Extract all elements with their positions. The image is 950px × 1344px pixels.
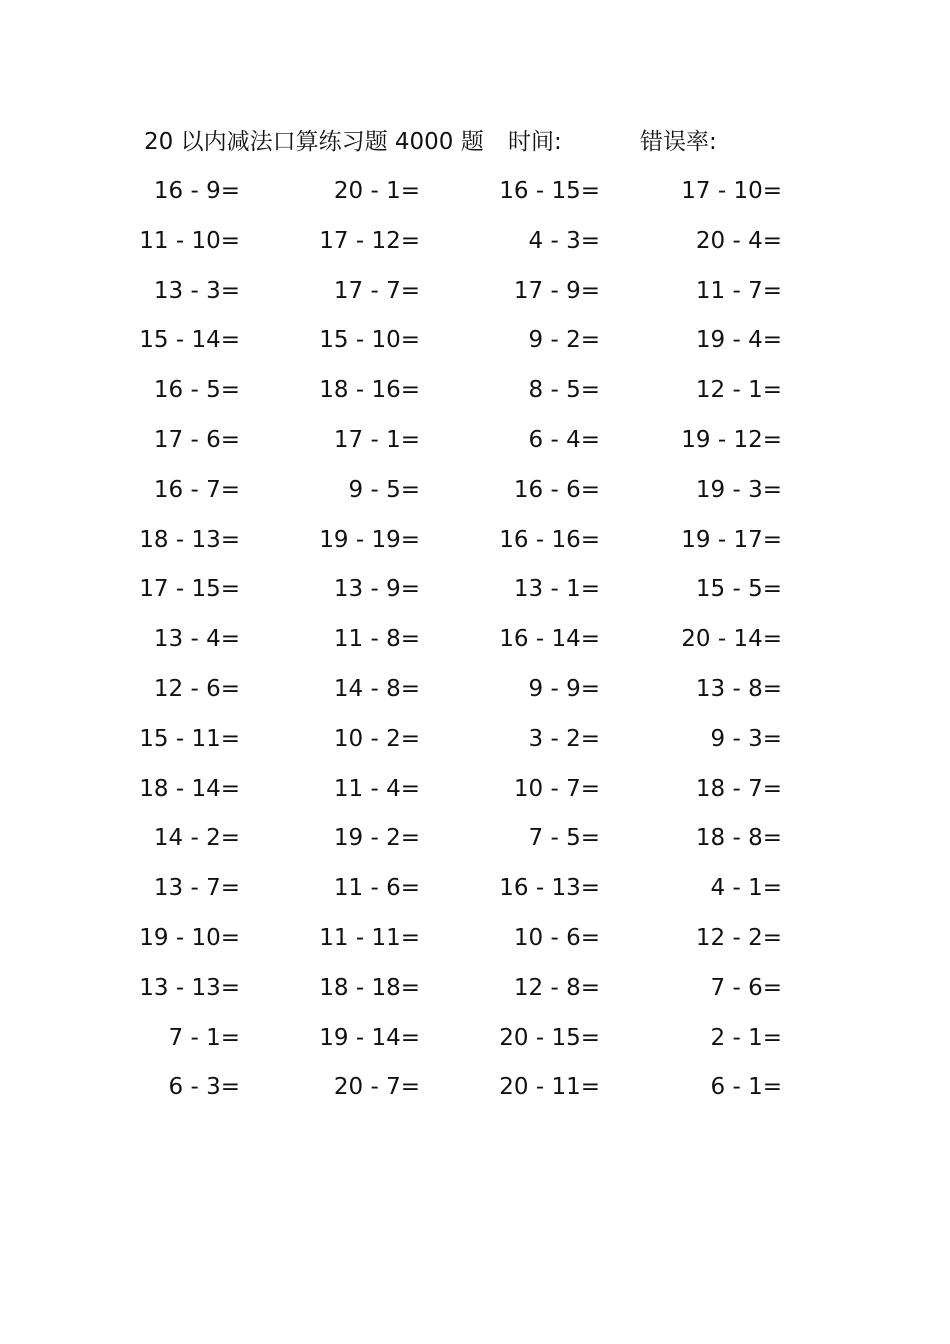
subtraction-problem: 17 - 9= bbox=[513, 277, 600, 304]
subtraction-problem: 17 - 10= bbox=[681, 178, 782, 204]
problem-row bbox=[0, 569, 950, 619]
problem-row bbox=[0, 719, 950, 769]
subtraction-problem: 18 - 16= bbox=[319, 377, 420, 404]
subtraction-problem: 18 - 8= bbox=[695, 825, 782, 852]
problem-row bbox=[0, 171, 950, 221]
subtraction-problem: 7 - 6= bbox=[710, 974, 782, 1001]
subtraction-problem: 9 - 9= bbox=[528, 675, 600, 702]
subtraction-problem: 3 - 2= bbox=[528, 725, 600, 752]
subtraction-problem: 19 - 12= bbox=[681, 426, 782, 453]
subtraction-problem: 6 - 3= bbox=[168, 1074, 240, 1101]
subtraction-problem: 17 - 12= bbox=[319, 227, 420, 254]
subtraction-problem: 4 - 1= bbox=[710, 875, 782, 902]
subtraction-problem: 20 - 15= bbox=[499, 1024, 600, 1051]
subtraction-problem: 20 - 1= bbox=[333, 178, 420, 204]
subtraction-problem: 11 - 10= bbox=[139, 227, 240, 254]
subtraction-problem: 17 - 15= bbox=[139, 576, 240, 603]
subtraction-problem: 12 - 8= bbox=[513, 974, 600, 1001]
subtraction-problem: 17 - 7= bbox=[333, 277, 420, 304]
subtraction-problem: 11 - 8= bbox=[333, 626, 420, 653]
subtraction-problem: 17 - 6= bbox=[153, 426, 240, 453]
subtraction-problem: 7 - 5= bbox=[528, 825, 600, 852]
subtraction-problem: 4 - 3= bbox=[528, 227, 600, 254]
problem-row bbox=[0, 320, 950, 370]
problem-row bbox=[0, 918, 950, 968]
subtraction-problem: 10 - 6= bbox=[513, 924, 600, 951]
subtraction-problem: 11 - 7= bbox=[695, 277, 782, 304]
subtraction-problem: 19 - 14= bbox=[319, 1024, 420, 1051]
subtraction-problem: 16 - 13= bbox=[499, 875, 600, 902]
subtraction-problem: 16 - 5= bbox=[153, 377, 240, 404]
subtraction-problem: 12 - 6= bbox=[153, 675, 240, 702]
problem-row bbox=[0, 619, 950, 669]
problem-grid bbox=[0, 171, 950, 1117]
problem-row bbox=[0, 370, 950, 420]
subtraction-problem: 13 - 8= bbox=[695, 675, 782, 702]
subtraction-problem: 6 - 4= bbox=[528, 426, 600, 453]
problem-row bbox=[0, 221, 950, 271]
subtraction-problem: 14 - 2= bbox=[153, 825, 240, 852]
subtraction-problem: 18 - 7= bbox=[695, 775, 782, 802]
subtraction-problem: 19 - 4= bbox=[695, 327, 782, 354]
subtraction-problem: 16 - 9= bbox=[153, 178, 240, 204]
subtraction-problem: 13 - 9= bbox=[333, 576, 420, 603]
subtraction-problem: 16 - 7= bbox=[153, 476, 240, 503]
subtraction-problem: 15 - 5= bbox=[695, 576, 782, 603]
worksheet-title: 20 以内减法口算练习题 4000 题 bbox=[144, 129, 484, 155]
subtraction-problem: 19 - 2= bbox=[333, 825, 420, 852]
problem-row bbox=[0, 669, 950, 719]
subtraction-problem: 13 - 7= bbox=[153, 875, 240, 902]
problem-row bbox=[0, 271, 950, 321]
subtraction-problem: 10 - 2= bbox=[333, 725, 420, 752]
error-rate-label: 错误率: bbox=[640, 129, 717, 155]
problem-row bbox=[0, 868, 950, 918]
subtraction-problem: 13 - 1= bbox=[513, 576, 600, 603]
subtraction-problem: 9 - 2= bbox=[528, 327, 600, 354]
subtraction-problem: 2 - 1= bbox=[710, 1024, 782, 1051]
problem-row bbox=[0, 769, 950, 819]
subtraction-problem: 13 - 13= bbox=[139, 974, 240, 1001]
subtraction-problem: 13 - 4= bbox=[153, 626, 240, 653]
subtraction-problem: 19 - 19= bbox=[319, 526, 420, 553]
time-label: 时间: bbox=[508, 129, 562, 155]
problem-row bbox=[0, 818, 950, 868]
subtraction-problem: 18 - 14= bbox=[139, 775, 240, 802]
subtraction-problem: 10 - 7= bbox=[513, 775, 600, 802]
subtraction-problem: 7 - 1= bbox=[168, 1024, 240, 1051]
subtraction-problem: 15 - 10= bbox=[319, 327, 420, 354]
subtraction-problem: 16 - 14= bbox=[499, 626, 600, 653]
subtraction-problem: 20 - 14= bbox=[681, 626, 782, 653]
problem-row bbox=[0, 1018, 950, 1068]
subtraction-problem: 19 - 3= bbox=[695, 476, 782, 503]
subtraction-problem: 17 - 1= bbox=[333, 426, 420, 453]
subtraction-problem: 12 - 1= bbox=[695, 377, 782, 404]
subtraction-problem: 18 - 13= bbox=[139, 526, 240, 553]
subtraction-problem: 6 - 1= bbox=[710, 1074, 782, 1101]
subtraction-problem: 9 - 3= bbox=[710, 725, 782, 752]
problem-row bbox=[0, 420, 950, 470]
subtraction-problem: 8 - 5= bbox=[528, 377, 600, 404]
problem-row bbox=[0, 968, 950, 1018]
worksheet-header bbox=[144, 122, 764, 162]
subtraction-problem: 16 - 6= bbox=[513, 476, 600, 503]
subtraction-problem: 16 - 15= bbox=[499, 178, 600, 204]
subtraction-problem: 20 - 11= bbox=[499, 1074, 600, 1101]
problem-row bbox=[0, 520, 950, 570]
subtraction-problem: 19 - 17= bbox=[681, 526, 782, 553]
subtraction-problem: 20 - 4= bbox=[695, 227, 782, 254]
subtraction-problem: 14 - 8= bbox=[333, 675, 420, 702]
subtraction-problem: 19 - 10= bbox=[139, 924, 240, 951]
subtraction-problem: 15 - 14= bbox=[139, 327, 240, 354]
subtraction-problem: 9 - 5= bbox=[348, 476, 420, 503]
subtraction-problem: 20 - 7= bbox=[333, 1074, 420, 1101]
problem-row bbox=[0, 470, 950, 520]
subtraction-problem: 13 - 3= bbox=[153, 277, 240, 304]
subtraction-problem: 11 - 11= bbox=[319, 924, 420, 951]
subtraction-problem: 15 - 11= bbox=[139, 725, 240, 752]
subtraction-problem: 18 - 18= bbox=[319, 974, 420, 1001]
subtraction-problem: 11 - 6= bbox=[333, 875, 420, 902]
subtraction-problem: 16 - 16= bbox=[499, 526, 600, 553]
subtraction-problem: 11 - 4= bbox=[333, 775, 420, 802]
subtraction-problem: 12 - 2= bbox=[695, 924, 782, 951]
problem-row bbox=[0, 1067, 950, 1117]
